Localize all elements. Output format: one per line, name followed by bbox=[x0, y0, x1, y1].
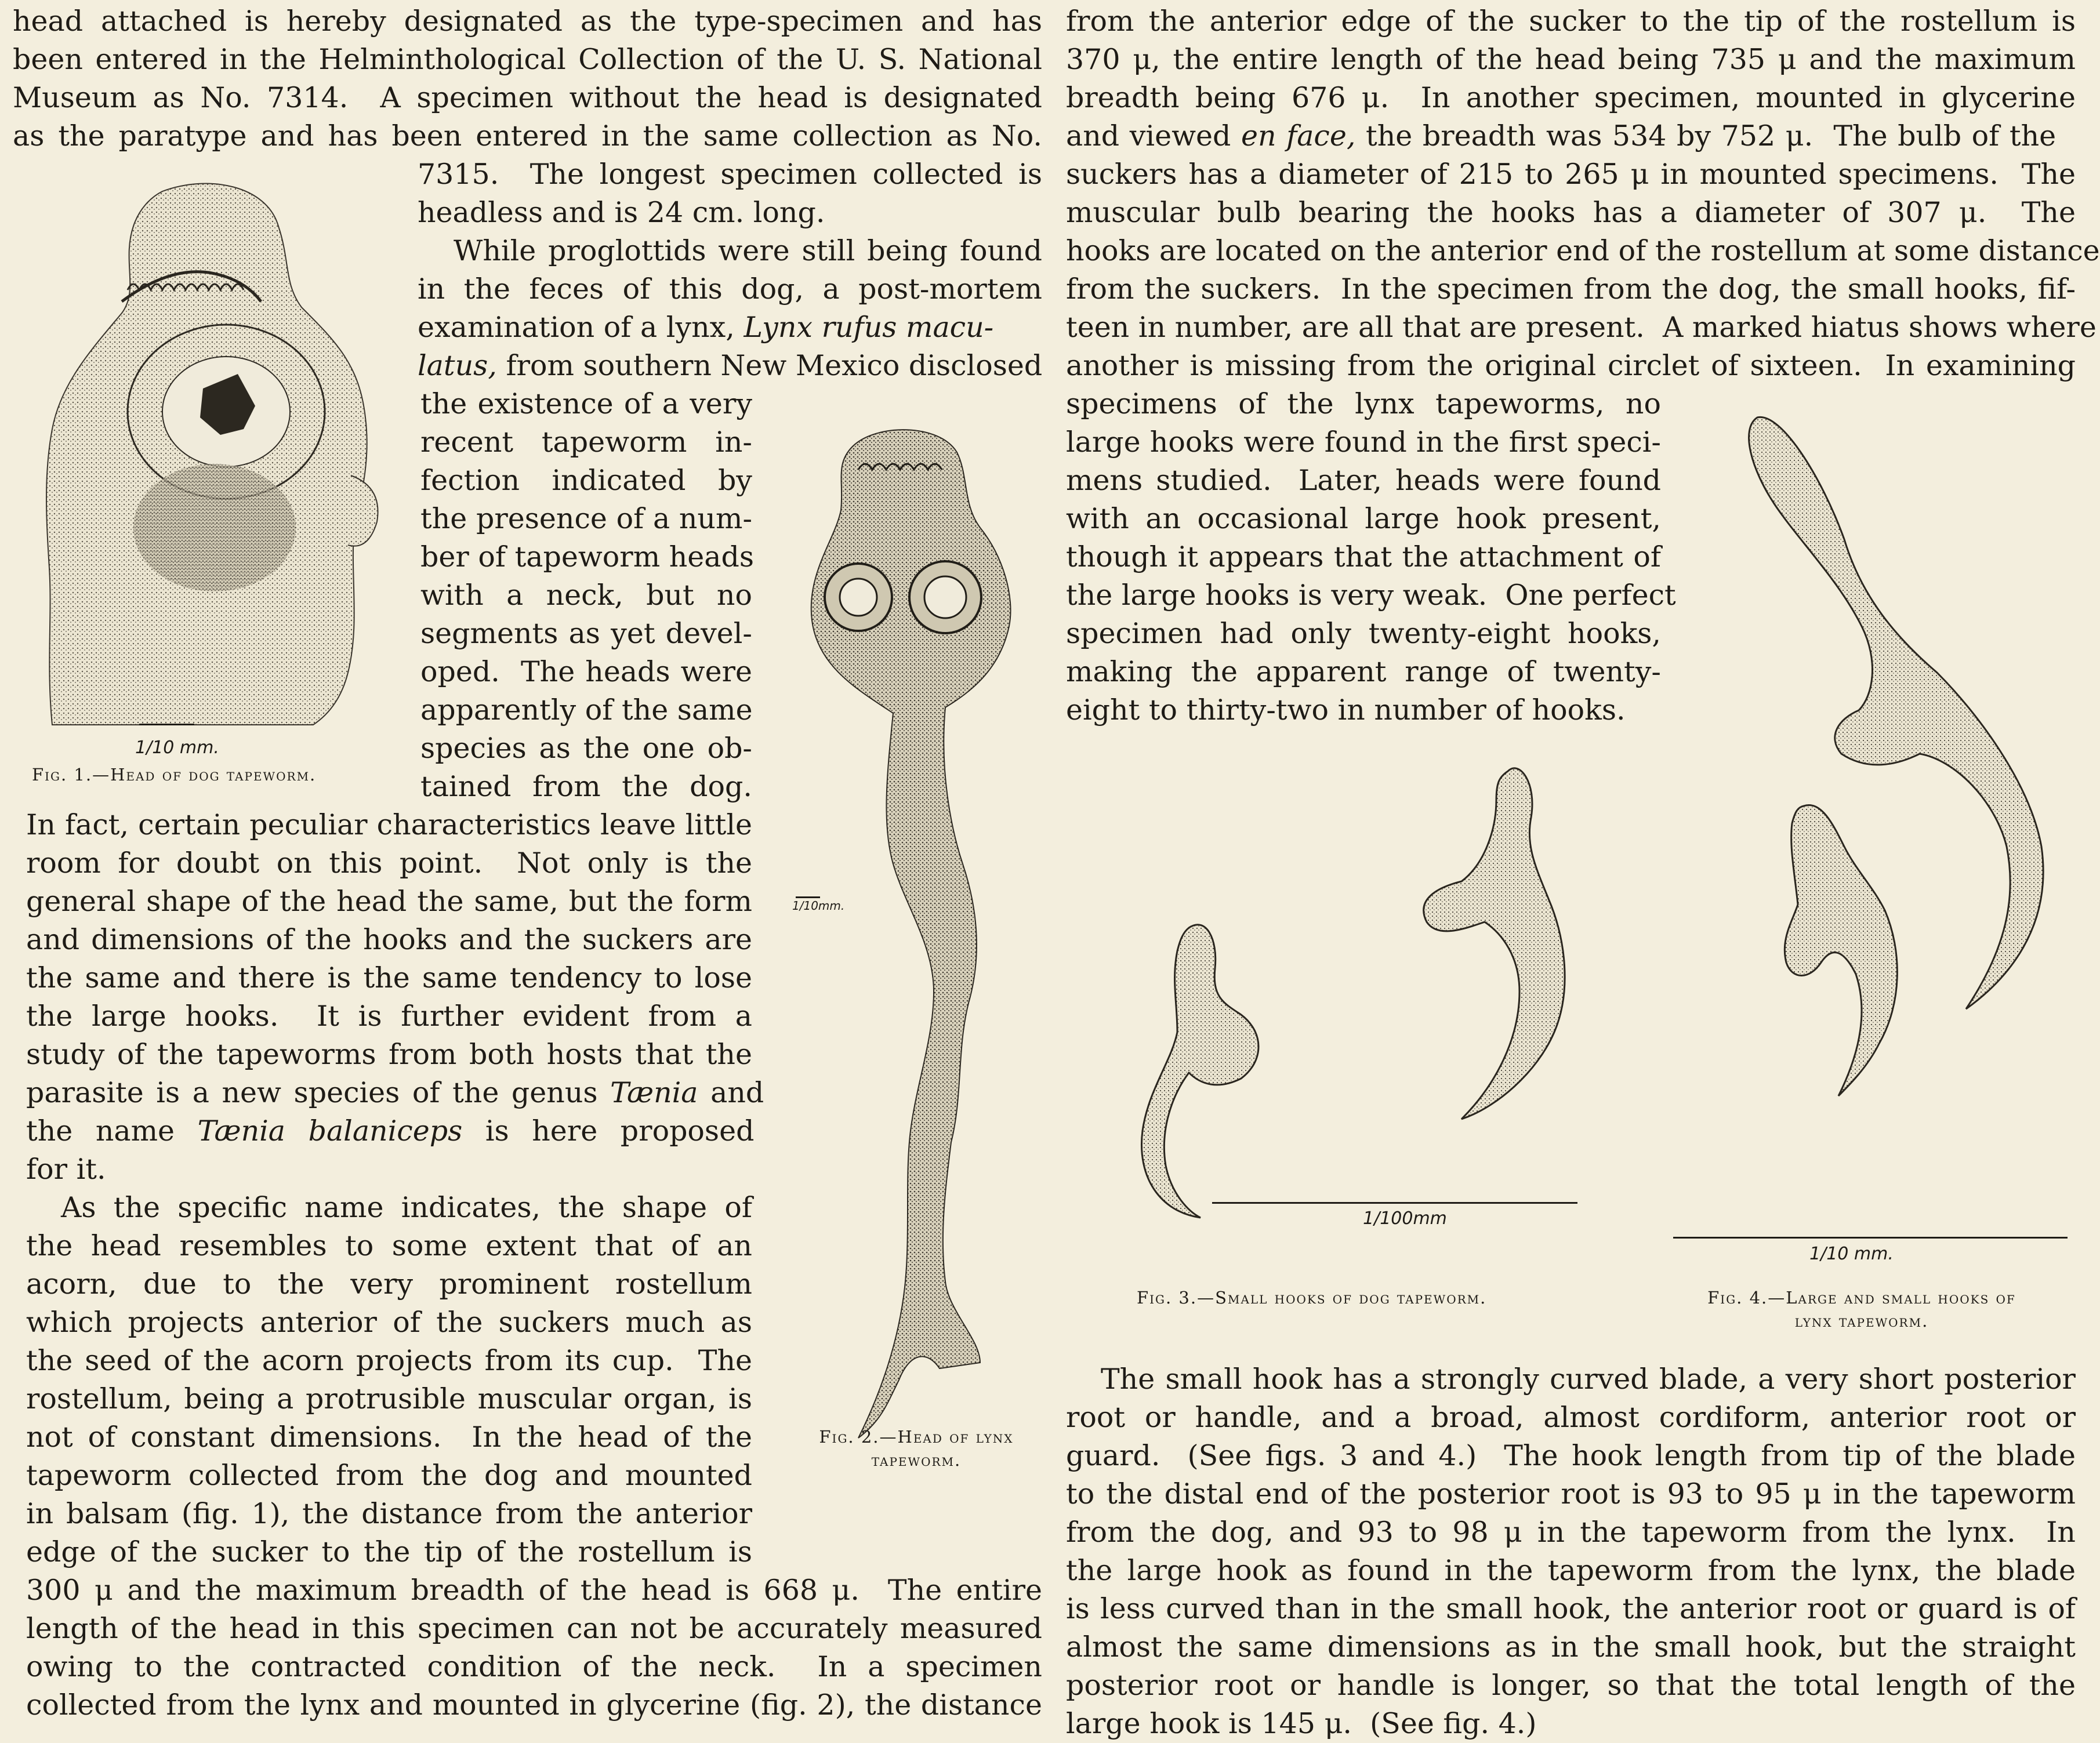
text-line: rostellum, being a protrusible muscular organ, is bbox=[26, 1382, 752, 1415]
text-line: The small hook has a strongly curved blade, a very short posterior bbox=[1101, 1363, 2076, 1396]
text-fragment: from southern New Mexico disclosed bbox=[506, 349, 1043, 382]
species-name-italic: latus, bbox=[418, 349, 497, 382]
text-line: from the anterior edge of the sucker to the tip of the rostellum is bbox=[1066, 5, 2076, 38]
text-line: almost the same dimensions as in the small hook, but the straight bbox=[1066, 1631, 2076, 1664]
text-line: head attached is hereby designated as the type-specimen and has bbox=[13, 5, 1042, 38]
text-line: large hooks were found in the first speci- bbox=[1066, 426, 1661, 459]
text-fragment: and viewed bbox=[1066, 119, 1231, 152]
fig2-caption bbox=[789, 1425, 1044, 1472]
fig2-caption-line1: Fig. 2.—Head of lynx bbox=[819, 1427, 1014, 1447]
text-fragment: and bbox=[710, 1076, 764, 1109]
text-line: not of constant dimensions. In the head of the bbox=[26, 1421, 752, 1454]
text-line: another is missing from the original circlet of sixteen. In examining bbox=[1066, 349, 2076, 382]
fig4-scale-bar bbox=[1673, 1237, 2068, 1239]
text-line: in balsam (fig. 1), the distance from the anterior bbox=[26, 1497, 752, 1530]
text-line: making the apparent range of twenty- bbox=[1066, 655, 1661, 688]
text-line: for it. bbox=[26, 1153, 106, 1186]
text-line: with a neck, but no bbox=[420, 579, 752, 612]
text-line: from the suckers. In the specimen from the dog, the small hooks, fif- bbox=[1066, 273, 2076, 306]
text-line: large hook is 145 μ. (See fig. 4.) bbox=[1066, 1707, 1537, 1740]
text-line: the large hook as found in the tapeworm from the lynx, the blade bbox=[1066, 1554, 2076, 1587]
text-line: ber of tapeworm heads bbox=[420, 540, 755, 573]
text-line: owing to the contracted condition of the neck. In a specimen bbox=[26, 1650, 1042, 1683]
text-line bbox=[418, 347, 1042, 385]
text-line: been entered in the Helminthological Collection of the U. S. National bbox=[13, 43, 1042, 76]
text-line: posterior root or handle is longer, so that the total length of the bbox=[1066, 1669, 2076, 1702]
fig3-small-hooks-dog bbox=[1090, 748, 1612, 1299]
fig1-dog-tapeworm-head bbox=[35, 174, 412, 754]
fig2-scale-bar bbox=[796, 896, 820, 898]
en-face-italic: en face, bbox=[1241, 119, 1356, 152]
text-line: oped. The heads were bbox=[420, 655, 752, 688]
text-line: While proglottids were still being found bbox=[454, 234, 1042, 267]
fig1-scale-bar bbox=[139, 724, 194, 725]
text-line: acorn, due to the very prominent rostellum bbox=[26, 1268, 752, 1301]
text-fragment: examination of a lynx, bbox=[418, 311, 735, 344]
text-line: mens studied. Later, heads were found bbox=[1066, 464, 1661, 497]
fig3-scale-bar bbox=[1212, 1202, 1577, 1204]
text-line: species as the one ob- bbox=[420, 732, 752, 765]
fig4-caption bbox=[1659, 1286, 2065, 1332]
fig1-scale-label: 1/10 mm. bbox=[135, 738, 219, 758]
text-line: hooks are located on the anterior end of the rostellum at some distance bbox=[1066, 234, 2100, 267]
text-line bbox=[418, 308, 1042, 347]
text-line: edge of the sucker to the tip of the rostellum is bbox=[26, 1535, 752, 1568]
text-line bbox=[1066, 117, 2076, 155]
text-line: is less curved than in the small hook, the anterior root or guard is of bbox=[1066, 1592, 2076, 1625]
text-line: as the paratype and has been entered in the same collection as No. bbox=[13, 119, 1042, 152]
text-line: the seed of the acorn projects from its cup. The bbox=[26, 1344, 752, 1377]
text-line: which projects anterior of the suckers much as bbox=[26, 1306, 752, 1339]
text-line: suckers has a diameter of 215 to 265 μ in mounted specimens. The bbox=[1066, 158, 2076, 191]
fig3-scale-label: 1/100mm bbox=[1363, 1208, 1447, 1229]
text-line: tapeworm collected from the dog and mounted bbox=[26, 1459, 752, 1492]
text-line: muscular bulb bearing the hooks has a diameter of 307 μ. The bbox=[1066, 196, 2076, 229]
text-line: length of the head in this specimen can not be accurately measured bbox=[26, 1612, 1042, 1645]
fig2-lynx-tapeworm-head bbox=[771, 423, 1061, 1467]
text-line: apparently of the same bbox=[420, 693, 753, 727]
text-line: and dimensions of the hooks and the suckers are bbox=[26, 923, 752, 956]
text-line: Museum as No. 7314. A specimen without the head is designated bbox=[13, 81, 1042, 114]
text-line bbox=[26, 1112, 755, 1150]
text-line: the presence of a num- bbox=[420, 502, 752, 535]
text-line: recent tapeworm in- bbox=[420, 426, 752, 459]
text-line: in the feces of this dog, a post-mortem bbox=[418, 273, 1042, 306]
genus-italic: Tænia bbox=[610, 1076, 698, 1109]
text-line: headless and is 24 cm. long. bbox=[418, 196, 825, 229]
text-line: collected from the lynx and mounted in glycerine (fig. 2), the distance bbox=[26, 1688, 1042, 1722]
text-line: from the dog, and 93 to 98 μ in the tapeworm from the lynx. In bbox=[1066, 1516, 2076, 1549]
text-line: 300 μ and the maximum breadth of the head is 668 μ. The entire bbox=[26, 1574, 1042, 1607]
text-line: the large hooks is very weak. One perfect bbox=[1066, 579, 1676, 612]
species-name-italic: Tænia balaniceps bbox=[197, 1114, 463, 1148]
fig4-caption-line1: Fig. 4.—Large and small hooks of bbox=[1707, 1288, 2016, 1308]
text-line: fection indicated by bbox=[420, 464, 752, 497]
text-line: As the specific name indicates, the shape of bbox=[61, 1191, 752, 1224]
text-line: the existence of a very bbox=[420, 387, 752, 420]
text-line: the head resembles to some extent that of an bbox=[26, 1229, 752, 1262]
text-line: room for doubt on this point. Not only is the bbox=[26, 847, 752, 880]
fig4-hooks-lynx bbox=[1728, 406, 2076, 1160]
text-line: the same and there is the same tendency to lose bbox=[26, 961, 752, 994]
text-fragment: is here proposed bbox=[485, 1114, 755, 1148]
text-line bbox=[26, 1074, 764, 1112]
text-line: segments as yet devel- bbox=[420, 617, 752, 650]
text-fragment: the breadth was 534 by 752 μ. The bulb of the bbox=[1366, 119, 2057, 152]
text-line: specimens of the lynx tapeworms, no bbox=[1066, 387, 1661, 420]
text-line: with an occasional large hook present, bbox=[1066, 502, 1661, 535]
text-line: general shape of the head the same, but the form bbox=[26, 885, 752, 918]
fig1-caption: Fig. 1.—Head of dog tapeworm. bbox=[32, 765, 317, 785]
text-line: though it appears that the attachment of bbox=[1066, 540, 1661, 573]
text-line: root or handle, and a broad, almost cordiform, anterior root or bbox=[1066, 1401, 2076, 1434]
fig3-caption: Fig. 3.—Small hooks of dog tapeworm. bbox=[1137, 1288, 1487, 1308]
text-line: study of the tapeworms from both hosts that the bbox=[26, 1038, 752, 1071]
text-fragment: parasite is a new species of the genus bbox=[26, 1076, 598, 1109]
text-line: breadth being 676 μ. In another specimen, mounted in glycerine bbox=[1066, 81, 2076, 114]
text-line: 7315. The longest specimen collected is bbox=[418, 158, 1042, 191]
text-line: tained from the dog. bbox=[420, 770, 752, 803]
text-line: eight to thirty-two in number of hooks. bbox=[1066, 693, 1626, 727]
text-fragment: the name bbox=[26, 1114, 175, 1148]
fig2-caption-line2: tapeworm. bbox=[871, 1450, 962, 1470]
text-line: guard. (See figs. 3 and 4.) The hook length from tip of the blade bbox=[1066, 1439, 2076, 1472]
text-line: teen in number, are all that are present. A marked hiatus shows where bbox=[1066, 311, 2097, 344]
species-name-italic: Lynx rufus macu- bbox=[743, 311, 994, 344]
fig4-scale-label: 1/10 mm. bbox=[1809, 1244, 1894, 1264]
text-line: specimen had only twenty-eight hooks, bbox=[1066, 617, 1661, 650]
text-line: the large hooks. It is further evident from a bbox=[26, 1000, 752, 1033]
text-line: In fact, certain peculiar characteristics leave little bbox=[26, 808, 752, 841]
text-line: to the distal end of the posterior root is 93 to 95 μ in the tapeworm bbox=[1066, 1477, 2076, 1510]
fig2-scale-label: 1/10mm. bbox=[792, 899, 845, 913]
text-line: 370 μ, the entire length of the head being 735 μ and the maximum bbox=[1066, 43, 2076, 76]
fig4-caption-line2: lynx tapeworm. bbox=[1794, 1311, 1929, 1331]
